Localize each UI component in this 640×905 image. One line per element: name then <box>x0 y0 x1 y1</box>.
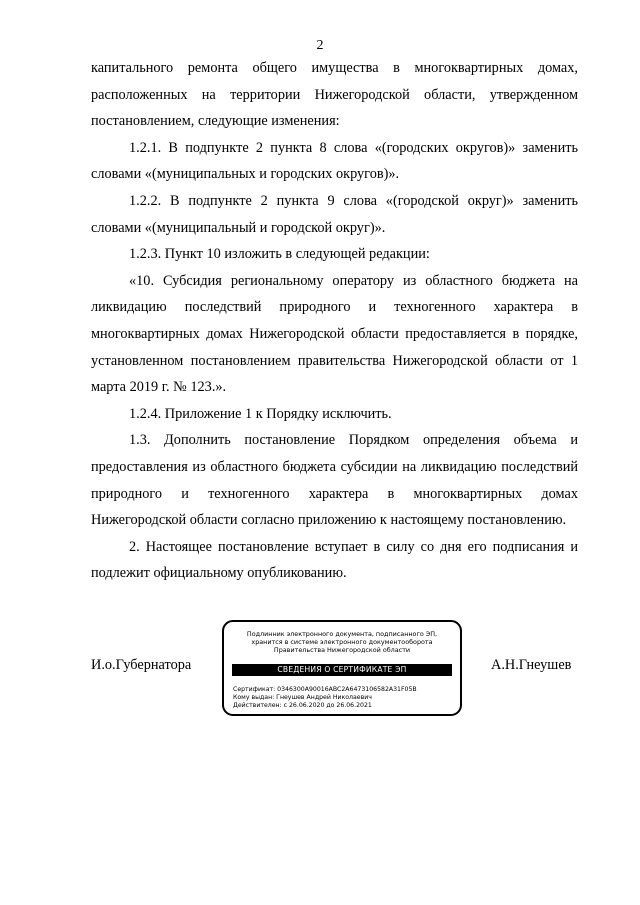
paragraph-1-2-2: 1.2.2. В подпункте 2 пункта 9 слова «(городской округ)» заменить словами «(муниципальный и городской округ)». <box>91 192 578 236</box>
stamp-certificate-info <box>233 686 454 710</box>
electronic-signature-stamp <box>222 620 462 716</box>
page-number: 2 <box>316 38 324 53</box>
stamp-header-line: Правительства Нижегородской области <box>273 646 411 654</box>
paragraph-1-2-3: 1.2.3. Пункт 10 изложить в следующей редакции: <box>129 246 430 263</box>
paragraph-1-3: 1.3. Дополнить постановление Порядком определения объема и предоставления из областного бюджета субсидии на ликвидацию последствий природного и техногенного характера в многоквартирных домах Нижегородской области согласно приложению к настоящему постановлению. <box>91 432 578 529</box>
paragraph-1-2-4: 1.2.4. Приложение 1 к Порядку исключить. <box>129 405 392 422</box>
stamp-header-line: Подлинник электронного документа, подписанного ЭП, <box>246 630 438 638</box>
stamp-issued-to: Кому выдан: Гнеушев Андрей Николаевич <box>233 694 372 701</box>
signer-position: И.о.Губернатора <box>91 657 192 673</box>
stamp-certificate: Сертификат: 0346300A90016ABC2A6473106582A31F05B <box>233 686 417 693</box>
signer-name: А.Н.Гнеушев <box>491 657 572 673</box>
paragraph-2: 2. Настоящее постановление вступает в силу со дня его подписания и подлежит официальному опубликованию. <box>91 538 578 582</box>
paragraph-continuation: капитального ремонта общего имущества в многоквартирных домах, расположенных на территории Нижегородской области, утвержденном постановлением, следующие изменения: <box>91 60 578 130</box>
stamp-validity: Действителен: с 26.06.2020 до 26.06.2021 <box>233 702 372 709</box>
document-body <box>91 55 578 587</box>
paragraph-1-2-1: 1.2.1. В подпункте 2 пункта 8 слова «(городских округов)» заменить словами «(муниципальных и городских округов)». <box>91 139 578 183</box>
stamp-title: СВЕДЕНИЯ О СЕРТИФИКАТЕ ЭП <box>232 664 452 676</box>
stamp-header <box>230 630 454 654</box>
paragraph-point-10: «10. Субсидия региональному оператору из областного бюджета на ликвидацию последствий природного и техногенного характера в многоквартирных домах Нижегородской области предоставляется в порядке, установленном постановлением правительства Нижегородской области от 1 марта 2019 г. № 123.». <box>91 272 578 396</box>
stamp-header-line: хранится в системе электронного документооборота <box>251 638 433 646</box>
